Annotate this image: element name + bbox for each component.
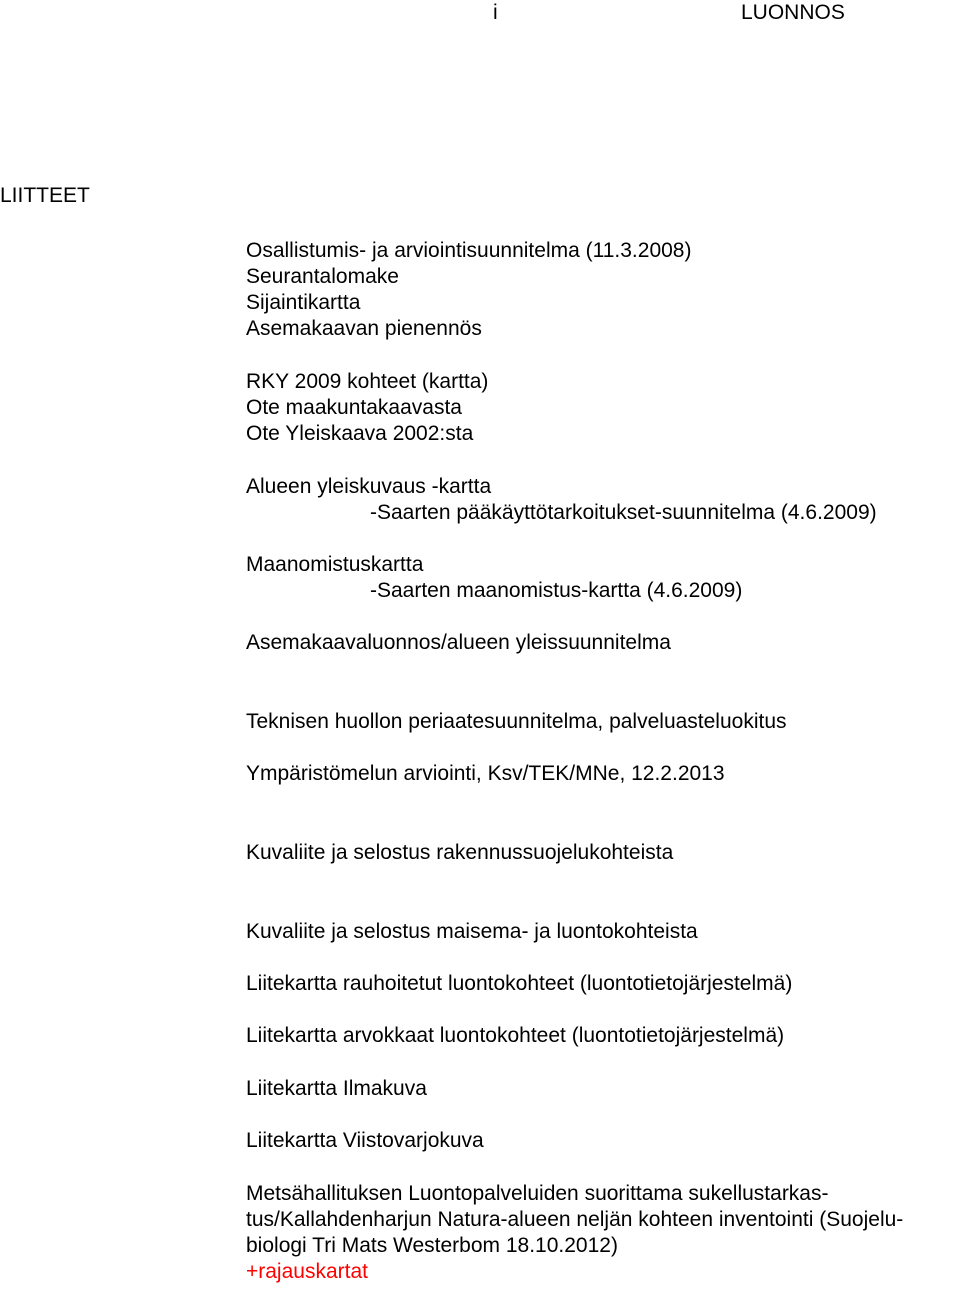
page-number: i xyxy=(493,1,498,24)
appendix-item: Asemakaavan pienennös xyxy=(246,317,482,340)
appendix-item: Ympäristömelun arviointi, Ksv/TEK/MNe, 12.2.2013 xyxy=(246,762,725,785)
appendix-item: RKY 2009 kohteet (kartta) xyxy=(246,370,489,393)
boundary-maps-note: +rajauskartat xyxy=(246,1260,368,1283)
appendix-item: Liitekartta Ilmakuva xyxy=(246,1077,427,1100)
appendix-item: Alueen yleiskuvaus -kartta xyxy=(246,475,492,498)
appendix-item: Seurantalomake xyxy=(246,265,399,288)
appendix-item: Ote Yleiskaava 2002:sta xyxy=(246,422,474,445)
appendix-item: Kuvaliite ja selostus rakennussuojelukohteista xyxy=(246,841,674,864)
appendix-item: Asemakaavaluonnos/alueen yleissuunnitelma xyxy=(246,631,671,654)
appendix-item: Ote maakuntakaavasta xyxy=(246,396,462,419)
draft-status: LUONNOS xyxy=(741,1,845,24)
appendix-item: Metsähallituksen Luontopalveluiden suorittama sukellustarkas- xyxy=(246,1182,829,1205)
appendix-subitem: -Saarten maanomistus-kartta (4.6.2009) xyxy=(370,579,743,602)
appendix-item: Liitekartta arvokkaat luontokohteet (luontotietojärjestelmä) xyxy=(246,1024,785,1047)
appendix-item: Teknisen huollon periaatesuunnitelma, palveluasteluokitus xyxy=(246,710,787,733)
appendix-item: Kuvaliite ja selostus maisema- ja luontokohteista xyxy=(246,920,698,943)
appendix-item: biologi Tri Mats Westerbom 18.10.2012) xyxy=(246,1234,618,1257)
appendix-item: Sijaintikartta xyxy=(246,291,361,314)
appendix-item: tus/Kallahdenharjun Natura-alueen neljän kohteen inventointi (Suojelu- xyxy=(246,1208,904,1231)
appendix-subitem: -Saarten pääkäyttötarkoitukset-suunnitelma (4.6.2009) xyxy=(370,501,877,524)
appendix-item: Maanomistuskartta xyxy=(246,553,424,576)
appendix-item: Liitekartta Viistovarjokuva xyxy=(246,1129,484,1152)
appendix-item: Osallistumis- ja arviointisuunnitelma (11.3.2008) xyxy=(246,239,692,262)
section-title: LIITTEET xyxy=(0,184,90,207)
appendix-item: Liitekartta rauhoitetut luontokohteet (luontotietojärjestelmä) xyxy=(246,972,793,995)
